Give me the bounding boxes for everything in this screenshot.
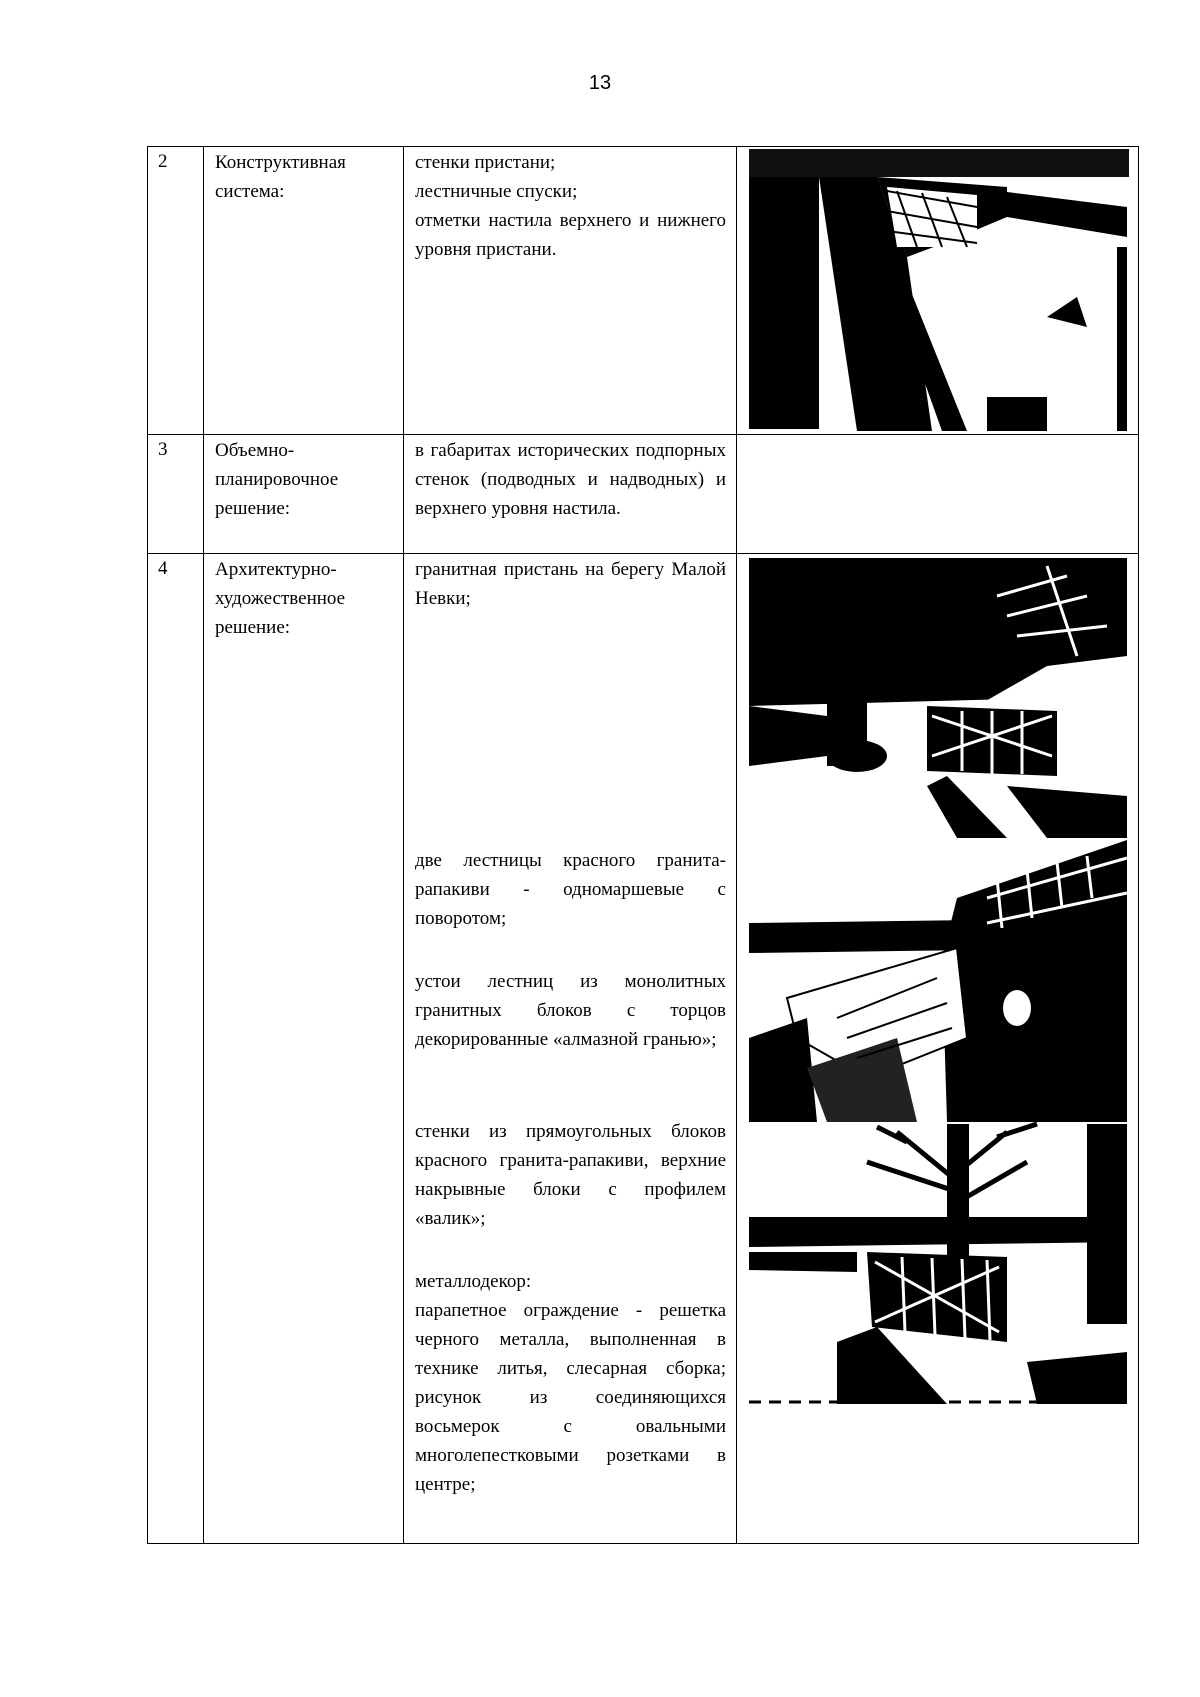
table-row (148, 435, 1139, 554)
desc-line: отметки настила верхнего и нижнего уровня пристани. (415, 210, 726, 260)
desc-line: стенки из прямоугольных блоков красного гранита-рапакиви, верхние накрывные блоки с профилем «валик»; (415, 1121, 726, 1229)
desc-line: в габаритах исторических подпорных стенок (подводных и надводных) и верхнего уровня настила. (415, 440, 726, 519)
row-name: Объемно-планировочное решение: (215, 440, 339, 519)
page-number: 13 (588, 72, 612, 94)
desc-line: устои лестниц из монолитных гранитных блоков с торцов декорированные «алмазной гранью»; (415, 971, 726, 1050)
row-name-cell (204, 147, 404, 435)
row-name-cell (204, 554, 404, 1544)
photo-cell (737, 554, 1139, 1544)
row-desc-cell (404, 554, 737, 1544)
desc-line: две лестницы красного гранита-рапакиви - одномаршевые с поворотом; (415, 850, 726, 929)
desc-line: лестничные спуски; (415, 181, 578, 202)
table-row (148, 554, 1139, 1544)
row-number-cell (148, 435, 204, 554)
desc-line: гранитная пристань на берегу Малой Невки; (415, 559, 726, 609)
description-table (147, 146, 1139, 1544)
row-name: Архитектурно-художественное решение: (215, 559, 346, 638)
desc-line: парапетное ограждение - решетка черного металла, выполненная в технике литья, слесарная сборка; рисунок из соединяющихся восьмерок с овальными многолепестковыми розетками в центре; (415, 1300, 726, 1495)
table-row (148, 147, 1139, 435)
embankment-photo-2 (747, 556, 1129, 838)
embankment-photo-4 (747, 1122, 1129, 1404)
row-number-cell (148, 554, 204, 1544)
photo-cell (737, 435, 1139, 554)
row-number: 3 (158, 439, 168, 460)
row-name: Конструктивная система: (215, 152, 346, 202)
row-desc-cell (404, 147, 737, 435)
row-number: 2 (158, 151, 168, 172)
desc-line: стенки пристани; (415, 152, 556, 173)
row-name-cell (204, 435, 404, 554)
photo-cell (737, 147, 1139, 435)
row-desc-cell (404, 435, 737, 554)
row-number: 4 (158, 558, 168, 579)
desc-line: металлодекор: (415, 1271, 532, 1292)
embankment-photo-1 (747, 147, 1129, 431)
row-number-cell (148, 147, 204, 435)
embankment-photo-3 (747, 838, 1129, 1122)
